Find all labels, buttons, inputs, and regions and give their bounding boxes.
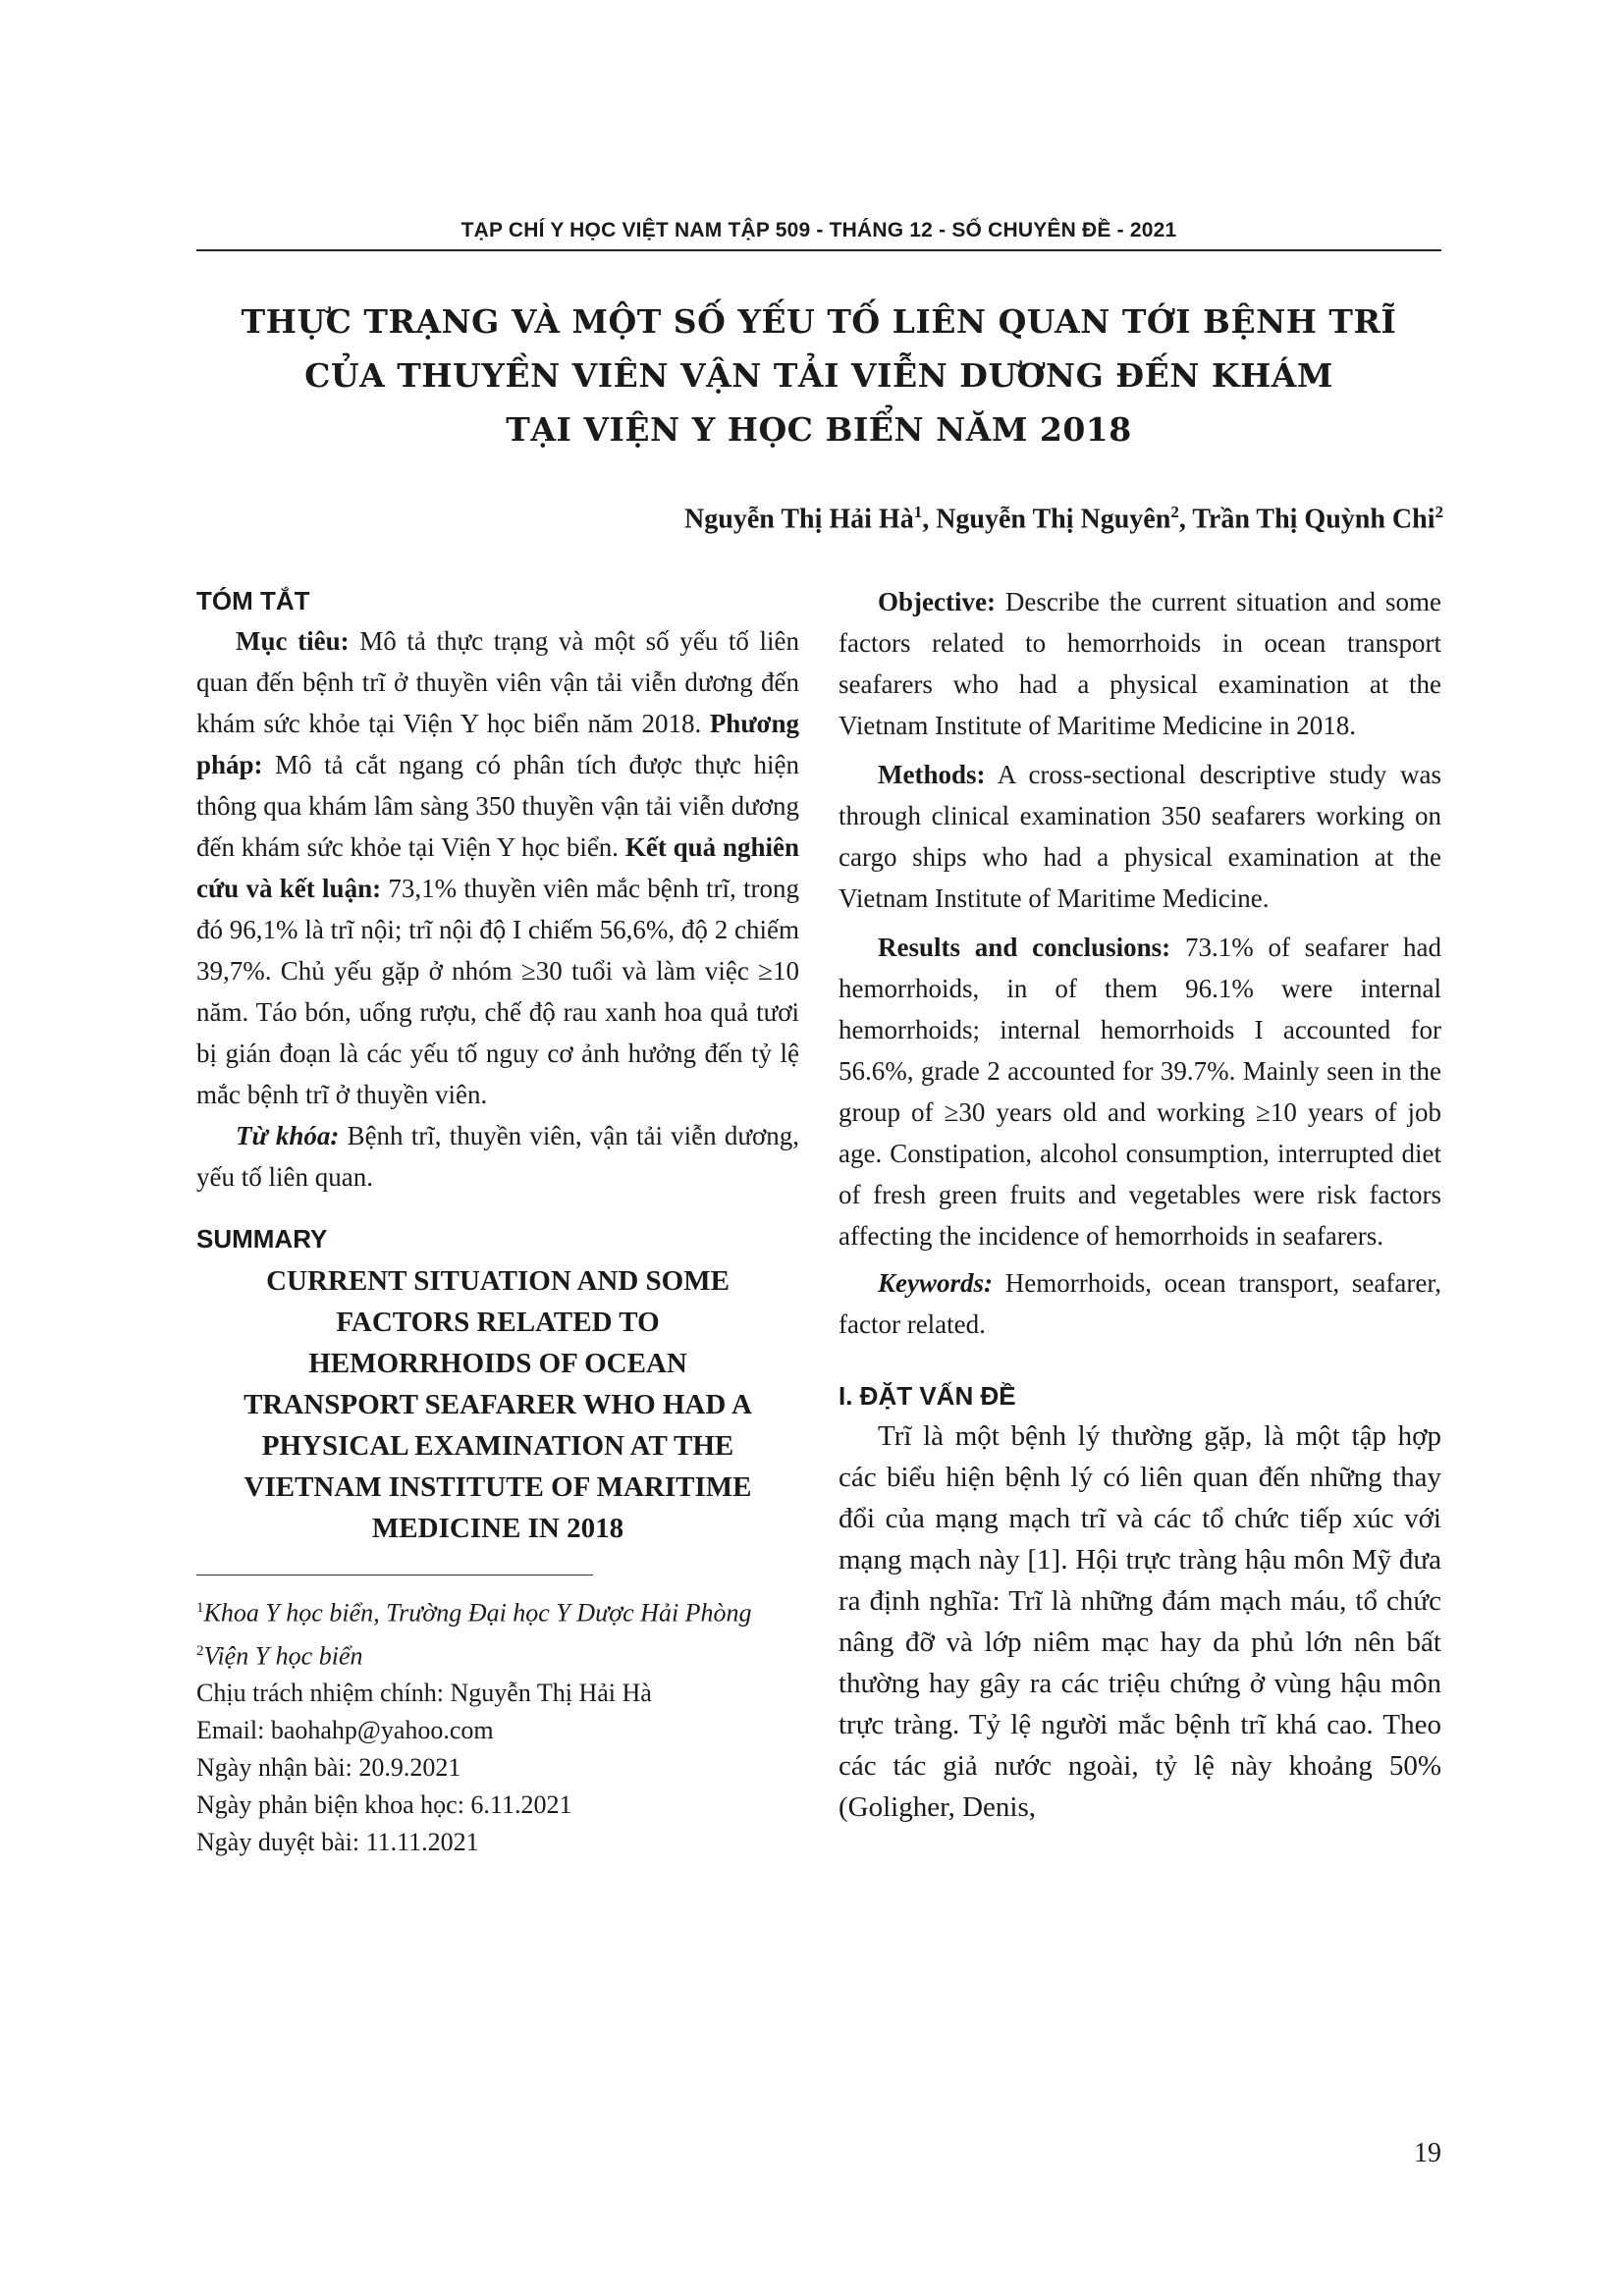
summary-title: [196, 1260, 799, 1549]
summary-title-line: HEMORRHOIDS OF OCEAN: [308, 1348, 687, 1379]
summary-title-line: MEDICINE IN 2018: [371, 1513, 624, 1544]
method-text: Mô tả cắt ngang có phân tích được thực hiện thông qua khám lâm sàng 350 thuyền vận tải viễn dương đến khám sức khỏe tại Viện Y học biển.: [196, 750, 799, 862]
keywords-text: Bệnh trĩ, thuyền viên, vận tải viễn dương, yếu tố liên quan.: [196, 1121, 799, 1192]
author-list: [684, 503, 1443, 535]
results-label: Kết quả nghiên cứu và kết luận:: [196, 832, 800, 903]
footnote-accepted: Ngày duyệt bài: 11.11.2021: [196, 1828, 479, 1857]
keywords-label: Từ khóa:: [236, 1121, 340, 1150]
author-name: Nguyễn Thị Hải Hà: [684, 504, 914, 535]
header-rule: [196, 249, 1441, 251]
title-line: TẠI VIỆN Y HỌC BIỂN NĂM 2018: [506, 410, 1132, 449]
affiliation-mark: 1: [913, 503, 923, 521]
introduction-paragraph: Trĩ là một bệnh lý thường gặp, là một tập hợp các biểu hiện bệnh lý có liên quan đến những thay đổi của mạng mạch trĩ và các tổ chức tiếp xúc với mạng mạch này [1]. Hội trực tràng hậu môn Mỹ đưa ra định nghĩa: Trĩ là những đám mạch máu, tổ chức nâng đỡ và lớp niêm mạc hay da phủ lớn nên bất thường hay gây ra các triệu chứng ở vùng hậu môn trực tràng. Tỷ lệ người mắc bệnh trĩ khá cao. Theo các tác giả nước ngoài, tỷ lệ này khoảng 50% (Goligher, Denis,: [839, 1420, 1441, 1823]
objective-text: Mô tả thực trạng và một số yếu tố liên quan đến bệnh trĩ ở thuyền viên vận tải viễn dương đến khám sức khỏe tại Viện Y học biển năm 2018.: [196, 626, 799, 738]
page-number: 19: [1414, 2138, 1441, 2168]
author-name: Nguyễn Thị Nguyên: [936, 504, 1171, 535]
abstract-vi-heading: TÓM TẮT: [196, 586, 310, 615]
title-line: CỦA THUYỀN VIÊN VẬN TẢI VIỄN DƯƠNG ĐẾN KHÁM: [304, 356, 1333, 395]
summary-title-line: VIETNAM INSTITUTE OF MARITIME: [244, 1471, 752, 1503]
footnote-corresponding: Chịu trách nhiệm chính: Nguyễn Thị Hải Hà: [196, 1679, 652, 1708]
article-title: [196, 294, 1441, 456]
affiliation-mark: 2: [196, 1642, 204, 1659]
results-label: Results and conclusions:: [878, 933, 1171, 962]
summary-title-line: PHYSICAL EXAMINATION AT THE: [261, 1430, 734, 1462]
title-line: THỰC TRẠNG VÀ MỘT SỐ YẾU TỐ LIÊN QUAN TỚI BỆNH TRĨ: [241, 302, 1397, 341]
author-name: Trần Thị Quỳnh Chi: [1192, 504, 1435, 535]
summary-heading: SUMMARY: [196, 1224, 328, 1254]
methods-label: Methods:: [878, 760, 986, 789]
summary-results: Results and conclusions: 73.1% of seafarer had hemorrhoids, in of them 96.1% were internal hemorrhoids; internal hemorrhoids I accounted for 56.6%, grade 2 accounted for 39.7%. Mainly seen in the group of ≥30 years old and working ≥10 years of job age. Constipation, alcohol consumption, interrupted diet of fresh green fruits and vegetables were risk factors affecting the incidence of hemorrhoids in seafarers.: [839, 933, 1441, 1251]
summary-objective: Objective: Describe the current situation and some factors related to hemorrhoids in ocean transport seafarers who had a physical examination at the Vietnam Institute of Maritime Medicine in 2018.: [839, 587, 1441, 740]
right-column: [839, 581, 1441, 1828]
affiliation-mark: 2: [1170, 503, 1179, 521]
author-separator: ,: [922, 504, 937, 535]
method-label: Phương pháp:: [196, 709, 799, 779]
footnote-affiliation-1: $^1$Khoa Y học biển, Trường Đại học Y Dược Hải Phòng: [196, 1598, 752, 1628]
abstract-vi-paragraph: [196, 620, 799, 1115]
objective-label: Objective:: [878, 587, 996, 616]
summary-methods: Methods: A cross-sectional descriptive study was through clinical examination 350 seafarers working on cargo ships who had a physical examination at the Vietnam Institute of Maritime Medicine.: [839, 760, 1441, 913]
footnote-reviewed: Ngày phản biện khoa học: 6.11.2021: [196, 1790, 572, 1820]
summary-title-line: FACTORS RELATED TO: [336, 1307, 660, 1338]
keywords-vi: [196, 1115, 799, 1198]
affiliation-mark: 1: [196, 1600, 204, 1616]
footnote-email: Email: baohahp@yahoo.com: [196, 1716, 494, 1745]
summary-title-line: CURRENT SITUATION AND SOME: [266, 1265, 730, 1297]
affiliation-mark: 2: [1435, 503, 1443, 521]
summary-title-line: TRANSPORT SEAFARER WHO HAD A: [244, 1389, 752, 1420]
results-text: 73,1% thuyền viên mắc bệnh trĩ, trong đó 96,1% là trĩ nội; trĩ nội độ I chiếm 56,6%, độ 2 chiếm 39,7%. Chủ yếu gặp ở nhóm ≥30 tuổi và làm việc ≥10 năm. Táo bón, uống rượu, chế độ rau xanh hoa quả tươi bị gián đoạn là các yếu tố nguy cơ ảnh hưởng đến tỷ lệ mắc bệnh trĩ ở thuyền viên.: [196, 874, 800, 1109]
running-header: TẠP CHÍ Y HỌC VIỆT NAM TẬP 509 - THÁNG 12 - SỐ CHUYÊN ĐỀ - 2021: [460, 219, 1177, 241]
footnote-affiliation-2: $^2$Viện Y học biển: [196, 1641, 363, 1671]
summary-keywords: Keywords: Hemorrhoids, ocean transport, seafarer, factor related.: [839, 1268, 1441, 1339]
author-separator: ,: [1178, 504, 1193, 535]
footnote-received: Ngày nhận bài: 20.9.2021: [196, 1753, 461, 1783]
introduction-heading: I. ĐẶT VẤN ĐỀ: [839, 1381, 1016, 1411]
objective-label: Mục tiêu:: [236, 626, 350, 656]
left-column: [196, 581, 799, 1861]
keywords-label: Keywords:: [878, 1268, 993, 1298]
